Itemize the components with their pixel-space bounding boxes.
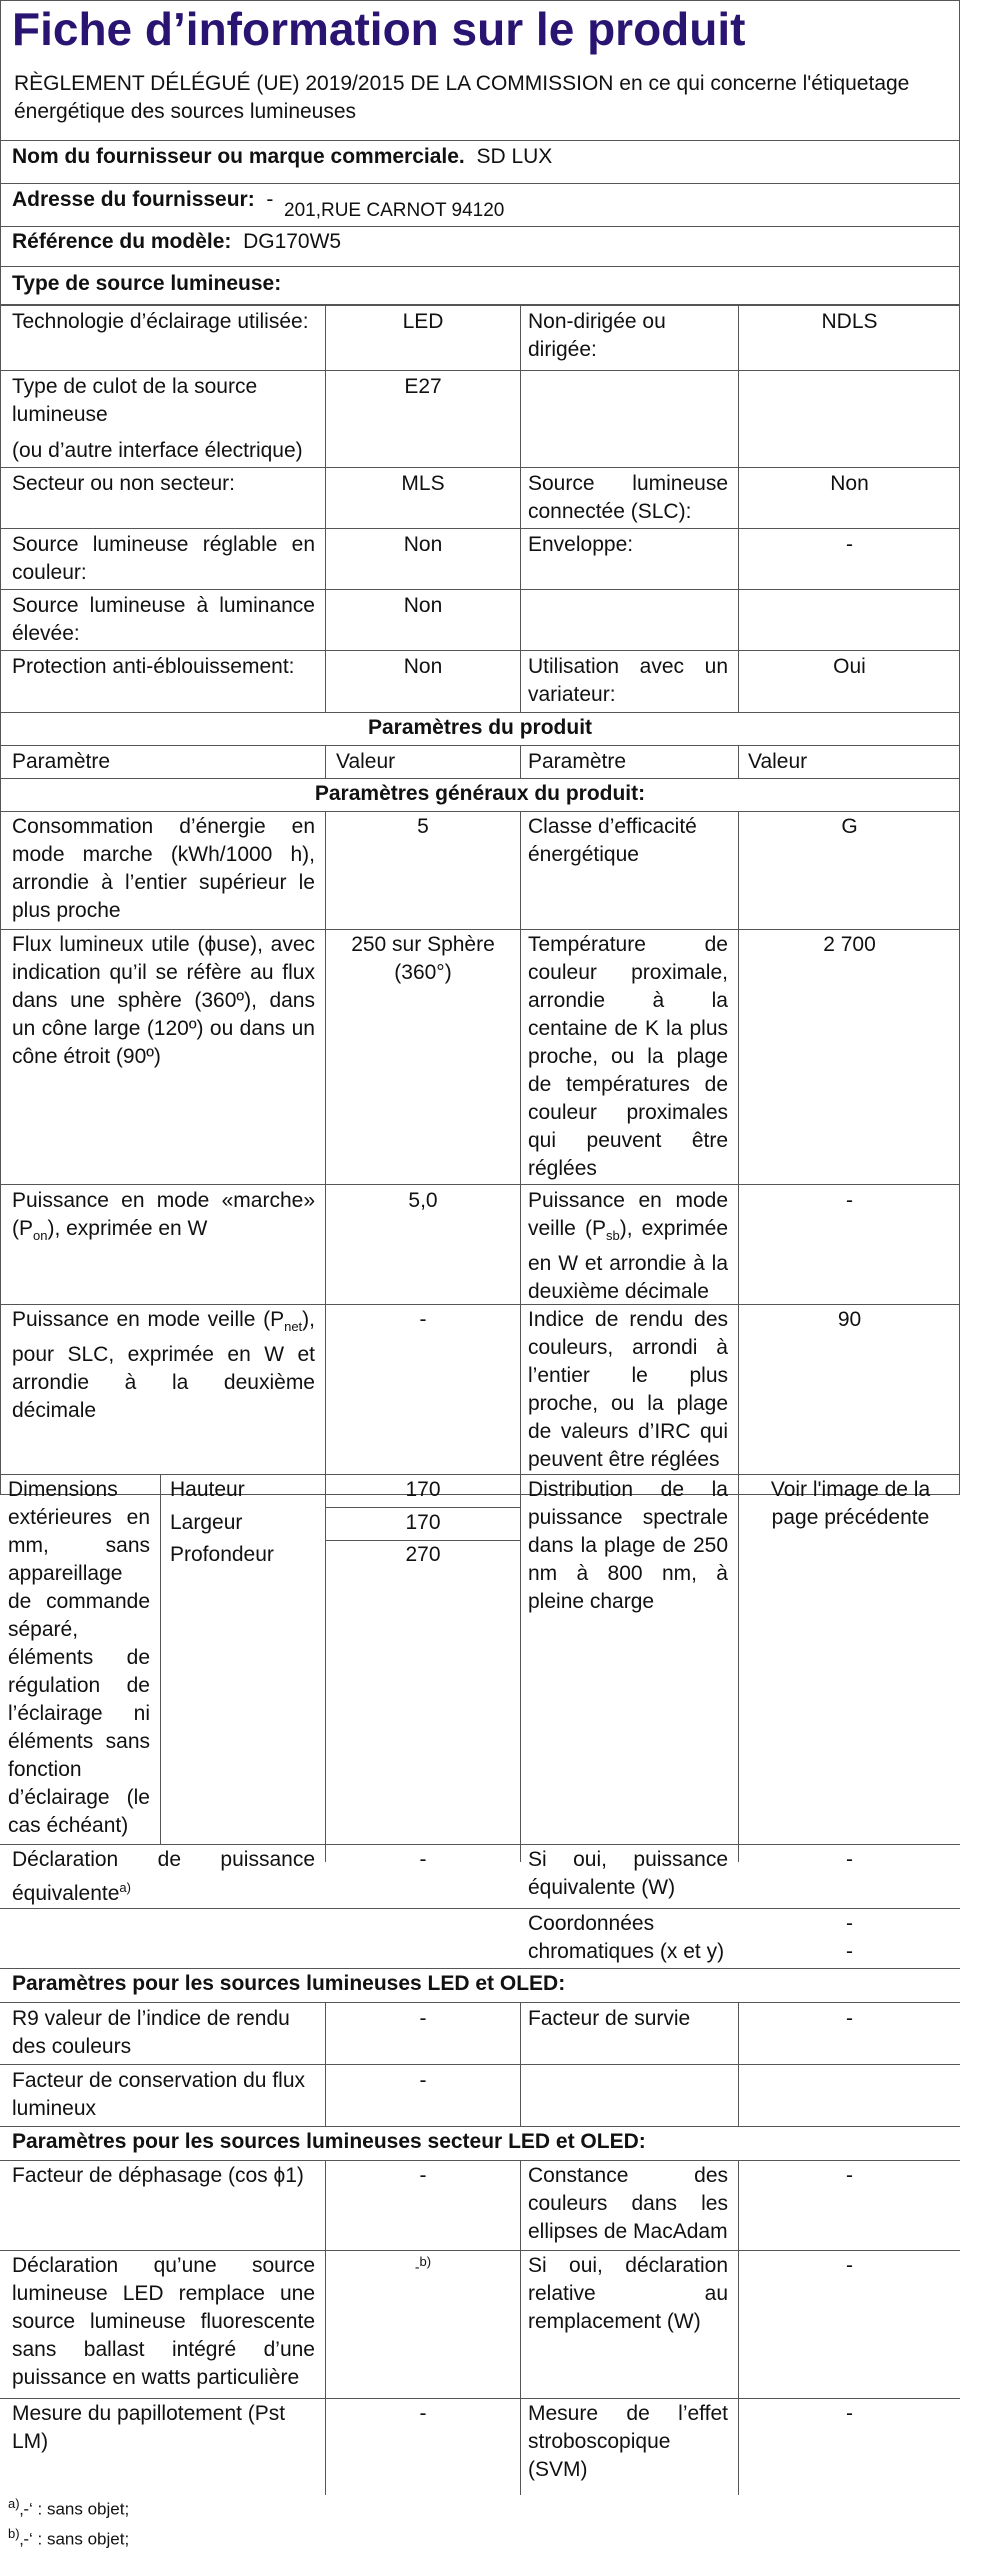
model-field: Référence du modèle: DG170W5 bbox=[12, 230, 342, 253]
cri-label: Indice de rendu des couleurs, arrondi à l’entier le plus proche, ou la plage de valeurs d’IRC qui peuvent être réglées bbox=[528, 1308, 728, 1471]
color-temperature-value: 2 700 bbox=[823, 933, 876, 956]
anti-glare-label: Protection anti-éblouissement: bbox=[12, 655, 295, 678]
flicker-value: - bbox=[419, 2402, 427, 2425]
stroboscopic-value: - bbox=[846, 2402, 853, 2425]
replacement-watt-value: - bbox=[846, 2254, 853, 2277]
tech-value: LED bbox=[402, 310, 444, 333]
consumption-value: 5 bbox=[417, 815, 429, 838]
equivalent-power-value: - bbox=[419, 1848, 427, 1871]
width-label: Largeur bbox=[170, 1511, 243, 1534]
tech-label: Technologie d’éclairage utilisée: bbox=[12, 310, 309, 333]
color-consistency-label: Constance des couleurs dans les ellipses de MacAdam bbox=[528, 2164, 728, 2243]
mains-title: Paramètres pour les sources lumineuses secteur LED et OLED: bbox=[12, 2130, 646, 2153]
color-tunable-value: Non bbox=[403, 533, 443, 556]
color-consistency-value: - bbox=[846, 2164, 853, 2187]
displacement-factor-value: - bbox=[419, 2164, 427, 2187]
col-value-1: Valeur bbox=[336, 750, 396, 773]
depth-value: 270 bbox=[405, 1543, 441, 1566]
flicker-label: Mesure du papillotement (Pst LM) bbox=[12, 2402, 286, 2453]
replacement-claim-label: Déclaration qu’une source lumineuse LED remplace une source lumineuse fluorescente sans ballast intégré d’une puissance en watts particulière bbox=[12, 2254, 315, 2389]
depth-label: Profondeur bbox=[170, 1543, 274, 1566]
luminous-flux-value: 250 sur Sphère (360°) bbox=[351, 933, 495, 984]
height-label: Hauteur bbox=[170, 1478, 245, 1501]
flux-maintenance-value: - bbox=[419, 2069, 427, 2092]
led-title: Paramètres pour les sources lumineuses LED et OLED: bbox=[12, 1972, 566, 1995]
cri-value: 90 bbox=[837, 1308, 862, 1331]
regulation-text: RÈGLEMENT DÉLÉGUÉ (UE) 2019/2015 DE LA COMMISSION en ce qui concerne l'étiquetage énergétique des sources lumineuses bbox=[14, 72, 910, 123]
high-luminance-value: Non bbox=[403, 594, 443, 617]
culot-value: E27 bbox=[404, 375, 442, 398]
supplier-field: Nom du fournisseur ou marque commerciale. SD LUX bbox=[12, 145, 553, 168]
spectral-distribution-label: Distribution de la puissance spectrale dans la plage de 250 nm à 800 nm, à pleine charge bbox=[528, 1478, 728, 1613]
replacement-claim-value: -$^{b)}$ bbox=[414, 2254, 432, 2275]
consumption-label: Consommation d’énergie en mode marche (kWh/1000 h), arrondie à l’entier supérieur le plus proche bbox=[12, 815, 315, 922]
r9-value: - bbox=[419, 2007, 427, 2030]
dimmer-label: Utilisation avec un variateur: bbox=[528, 655, 728, 706]
params-title: Paramètres du produit bbox=[367, 716, 593, 739]
source-type-title: Type de source lumineuse: bbox=[12, 272, 282, 295]
col-param-1: Paramètre bbox=[12, 750, 111, 773]
color-temperature-label: Température de couleur proximale, arrondie à la centaine de K la plus proche, ou la plage de températures de couleur proximales qui peuvent être réglées bbox=[528, 933, 728, 1180]
equivalent-power-label: Déclaration de puissance équivalente$^{a)}$ bbox=[12, 1848, 315, 1905]
slc-label: Source lumineuse connectée (SLC): bbox=[528, 472, 728, 523]
survival-label: Facteur de survie bbox=[528, 2007, 691, 2030]
address-value: 201,RUE CARNOT 94120 bbox=[284, 200, 505, 221]
standby-power-label: Puissance en mode veille $(P_{sb})$, exprimée en W et arrondie à la deuxième décimale bbox=[528, 1189, 728, 1304]
footnote-a: $^{a)}$‚-‘ : sans objet; bbox=[8, 2496, 130, 2519]
on-mode-power-label: Puissance en mode «marche» $(P_{on})$, exprimée en W bbox=[12, 1189, 315, 1244]
col-value-2: Valeur bbox=[748, 750, 808, 773]
luminous-flux-label: Flux lumineux utile (ϕuse), avec indication qu’il se réfère au flux dans une sphère (360º), dans un cône large (120º) ou dans un cône étroit (90º) bbox=[12, 933, 315, 1068]
general-title: Paramètres généraux du produit: bbox=[314, 782, 646, 805]
direction-label: Non-dirigée ou dirigée: bbox=[528, 310, 666, 361]
on-mode-power-value: 5,0 bbox=[408, 1189, 438, 1212]
width-value: 170 bbox=[405, 1511, 441, 1534]
footnote-b: $^{b)}$‚-‘ : sans objet; bbox=[8, 2526, 130, 2549]
envelope-value: - bbox=[846, 533, 853, 556]
culot-label: Type de culot de la source lumineuse (ou d’autre interface électrique) bbox=[12, 375, 303, 462]
survival-value: - bbox=[846, 2007, 853, 2030]
equivalent-watt-value: - bbox=[846, 1848, 853, 1871]
equivalent-watt-label: Si oui, puissance équivalente (W) bbox=[528, 1848, 728, 1899]
networked-standby-label: Puissance en mode veille $(P_{net})$, pour SLC, exprimée en W et arrondie à la deuxième décimale bbox=[12, 1308, 315, 1423]
dimensions-label: Dimensions extérieures en mm, sans appareillage de commande séparé, éléments de régulation de l’éclairage ni éléments sans fonction d’éclairage (le cas échéant) bbox=[8, 1478, 150, 1837]
slc-value: Non bbox=[830, 472, 869, 495]
address-field: Adresse du fournisseur: - bbox=[12, 188, 274, 211]
displacement-factor-label: Facteur de déphasage (cos ϕ1) bbox=[12, 2164, 304, 2187]
chromaticity-value: - - bbox=[846, 1912, 853, 1963]
energy-class-value: G bbox=[841, 815, 858, 838]
flux-maintenance-label: Facteur de conservation du flux lumineux bbox=[12, 2069, 305, 2120]
direction-value: NDLS bbox=[821, 310, 878, 333]
replacement-watt-label: Si oui, déclaration relative au remplacement (W) bbox=[528, 2254, 728, 2333]
envelope-label: Enveloppe: bbox=[528, 533, 634, 556]
high-luminance-label: Source lumineuse à luminance élevée: bbox=[12, 594, 315, 645]
energy-class-label: Classe d’efficacité énergétique bbox=[528, 815, 697, 866]
anti-glare-value: Non bbox=[403, 655, 443, 678]
mains-label: Secteur ou non secteur: bbox=[12, 472, 235, 495]
standby-power-value: - bbox=[846, 1189, 853, 1212]
networked-standby-value: - bbox=[419, 1308, 427, 1331]
height-value: 170 bbox=[405, 1478, 441, 1501]
r9-label: R9 valeur de l’indice de rendu des couleurs bbox=[12, 2007, 290, 2058]
chromaticity-label: Coordonnées chromatiques (x et y) bbox=[528, 1912, 725, 1963]
spectral-distribution-value: Voir l'image de la page précédente bbox=[770, 1478, 931, 1529]
col-param-2: Paramètre bbox=[528, 750, 627, 773]
stroboscopic-label: Mesure de l’effet stroboscopique (SVM) bbox=[528, 2402, 728, 2481]
dimmer-value: Oui bbox=[833, 655, 866, 678]
mains-value: MLS bbox=[401, 472, 445, 495]
page-title: Fiche d’information sur le produit bbox=[12, 3, 746, 55]
color-tunable-label: Source lumineuse réglable en couleur: bbox=[12, 533, 315, 584]
